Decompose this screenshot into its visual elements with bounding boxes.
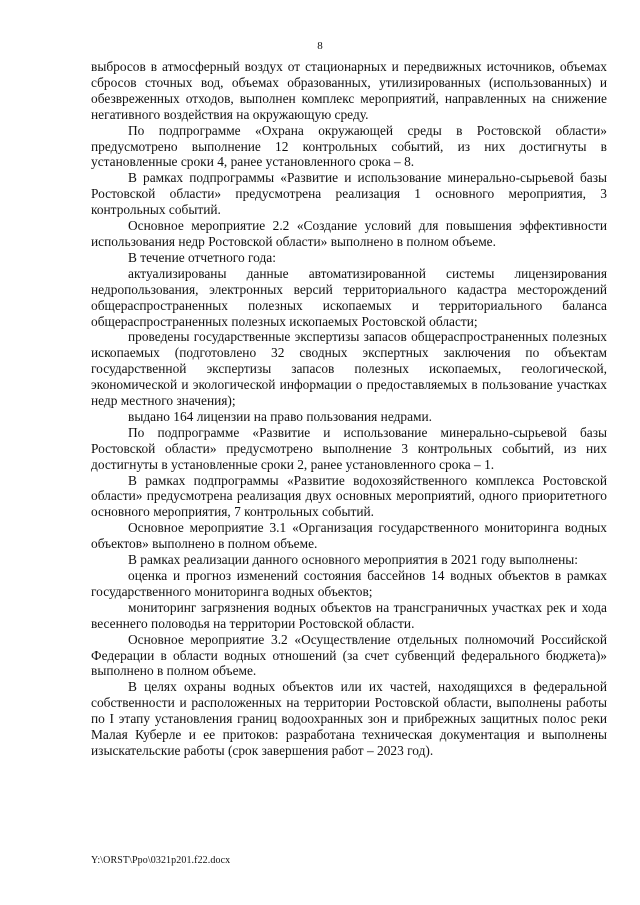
paragraph: В рамках реализации данного основного мероприятия в 2021 году выполнены: — [128, 552, 578, 568]
paragraph: оценка и прогноз изменений состояния бассейнов 14 водных объектов в рамках государственного мониторинга водных объектов; — [91, 568, 607, 599]
paragraph: мониторинг загрязнения водных объектов на трансграничных участках рек и хода весеннего половодья на территории Ростовской области. — [91, 599, 607, 631]
paragraph: В рамках подпрограммы «Развитие и использование минерально-сырьевой базы Ростовской области» предусмотрена реализация 1 основного мероприятия, 3 контрольных событий. — [91, 170, 607, 218]
page-number: 8 — [317, 40, 323, 52]
paragraph: В целях охраны водных объектов или их частей, находящихся в федеральной собственности и расположенных на территории Ростовской области, выполнены работы по I этапу установления границ водоохранных зон и прибрежных защитных полос реки Малая Куберле и ее притоков: разработана техническая документация и выполнены изыскательские работы (срок завершения работ – 2023 год). — [91, 679, 607, 758]
paragraph: выдано 164 лицензии на право пользования недрами. — [128, 408, 433, 424]
body-text — [91, 59, 607, 759]
paragraph: В течение отчетного года: — [128, 249, 276, 265]
paragraph: актуализированы данные автоматизированной системы лицензирования недропользования, электронных версий территориального кадастра месторождений общераспространенных полезных ископаемых и территориального баланса общераспространенных полезных ископаемых Ростовской области; — [91, 265, 607, 329]
paragraph: Основное мероприятие 3.1 «Организация государственного мониторинга водных объектов» выполнено в полном объеме. — [91, 520, 607, 552]
paragraph: Основное мероприятие 2.2 «Создание условий для повышения эффективности использования недр Ростовской области» выполнено в полном объеме. — [91, 218, 607, 249]
paragraph: В рамках подпрограммы «Развитие водохозяйственного комплекса Ростовской области» предусмотрена реализация двух основных мероприятий, одного приоритетного основного мероприятия, 7 контрольных событий. — [91, 472, 607, 520]
paragraph: выбросов в атмосферный воздух от стационарных и передвижных источников, объемах сбросов сточных вод, объемах образованных, утилизированных (использованных) и обезвреженных отходов, выполнен комплекс мероприятий, направленных на снижение негативного воздействия на окружающую среду. — [91, 59, 607, 122]
paragraph: проведены государственные экспертизы запасов общераспространенных полезных ископаемых (подготовлено 32 сводных экспертных заключения по объектам государственной экспертизы запасов полезных ископаемых, геологической, экономической и экологической информации о предоставляемых в пользование участках недр местного значения); — [91, 329, 607, 409]
paragraph: По подпрограмме «Охрана окружающей среды в Ростовской области» предусмотрено выполнение 12 контрольных событий, из них достигнуты в установленные сроки 4, ранее установленного срока – 8. — [91, 122, 607, 170]
paragraph: Основное мероприятие 3.2 «Осуществление отдельных полномочий Российской Федерации в области водных отношений (за счет субвенций федерального бюджета)» выполнено в полном объеме. — [91, 631, 607, 679]
footer-file-path: Y:\ORST\Ppo\0321p201.f22.docx — [91, 855, 231, 866]
paragraph: По подпрограмме «Развитие и использование минерально-сырьевой базы Ростовской области» предусмотрено выполнение 3 контрольных событий, из них достигнуты в установленные сроки 2, ранее установленного срока – 1. — [91, 424, 607, 472]
